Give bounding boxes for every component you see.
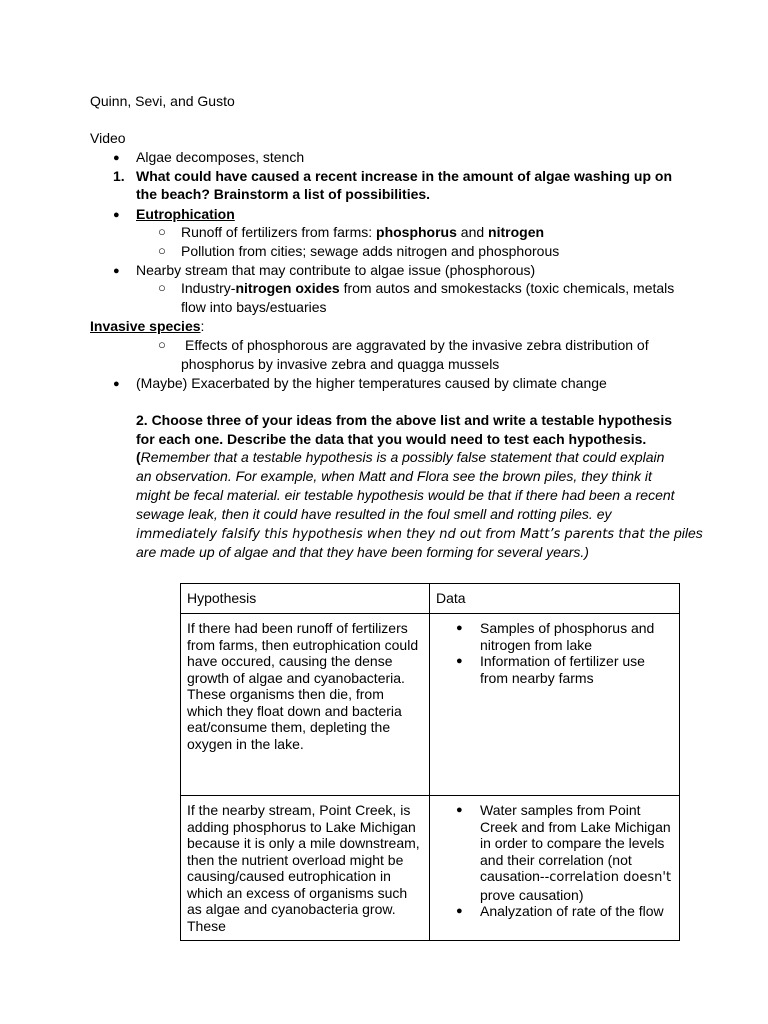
header-hypothesis: Hypothesis: [181, 584, 430, 614]
question-1-line2: the beach? Brainstorm a list of possibilities.: [136, 186, 431, 202]
section-label-video: Video: [90, 130, 126, 146]
circle-bullet-icon: ○: [158, 224, 166, 239]
bullet-algae-decomposes: Algae decomposes, stench: [136, 149, 305, 165]
bullet-icon: ●: [456, 905, 463, 917]
bullet-icon: ●: [113, 265, 120, 277]
heading-eutrophication: Eutrophication: [136, 206, 235, 222]
circle-bullet-icon: ○: [158, 280, 166, 295]
note-line3: might be fecal material. eir testable hypothesis would be that if there had been a recent: [136, 487, 675, 503]
sub-bullet-effects-line1: Effects of phosphorous are aggravated by the invasive zebra distribution of: [185, 337, 649, 353]
bullet-icon: ●: [456, 804, 463, 816]
authors-line: Quinn, Sevi, and Gusto: [90, 93, 235, 109]
bullet-icon: ●: [113, 378, 120, 390]
row2-data: [430, 796, 680, 941]
row1-data: [430, 614, 680, 796]
row2-data-list: [436, 802, 673, 920]
table-row: [181, 614, 680, 796]
row1-hypothesis: If there had been runoff of fertilizers from farms, then eutrophication could have occured, causing the dense growth of algae and cyanobacteria. These organisms then die, from which they float down and bacteria eat/consume them, depleting the oxygen in the lake.: [181, 614, 430, 796]
bullet-climate-change: (Maybe) Exacerbated by the higher temperatures caused by climate change: [136, 375, 607, 391]
question-1-number: 1.: [113, 168, 125, 184]
sub-bullet-pollution: Pollution from cities; sewage adds nitrogen and phosphorous: [181, 243, 560, 259]
bullet-icon: ●: [113, 152, 120, 164]
circle-bullet-icon: ○: [158, 243, 166, 258]
list-item: ● Samples of phosphorus and nitrogen from lake: [456, 620, 655, 653]
row1-data-list: [436, 620, 673, 686]
note-line2: an observation. For example, when Matt and Flora see the brown piles, they think it: [136, 468, 652, 484]
circle-bullet-icon: ○: [158, 337, 166, 352]
list-item: ● Information of fertilizer use from nearby farms: [456, 653, 645, 686]
table-row: [181, 796, 680, 941]
note-line1: (Remember that a testable hypothesis is a possibly false statement that could explain: [136, 449, 665, 465]
bullet-icon: ●: [113, 209, 120, 221]
bullet-icon: ●: [456, 622, 463, 634]
note-line5: immediately falsify this hypothesis when they nd out from Matt’s parents that the piles: [136, 525, 703, 542]
bullet-icon: ●: [456, 655, 463, 667]
hypothesis-table: [180, 583, 680, 941]
list-item: ● Analyzation of rate of the flow: [456, 903, 664, 919]
note-line4: sewage leak, then it could have resulted in the foul smell and rotting piles. ey: [136, 506, 612, 522]
sub-bullet-industry-line2: flow into bays/estuaries: [181, 299, 327, 315]
sub-bullet-effects-line2: phosphorus by invasive zebra and quagga mussels: [181, 356, 500, 372]
sub-bullet-runoff: Runoff of fertilizers from farms: phosphorus and nitrogen: [181, 224, 545, 240]
header-data: Data: [430, 584, 680, 614]
question-2-line2: for each one. Describe the data that you would need to test each hypothesis.: [136, 431, 647, 447]
table-header-row: [181, 584, 680, 614]
row2-hypothesis: If the nearby stream, Point Creek, is adding phosphorus to Lake Michigan because it is only a mile downstream, then the nutrient overload might be causing/caused eutrophication in which an excess of organisms such as algae and cyanobacteria grow. These: [181, 796, 430, 941]
question-2-line1: 2. Choose three of your ideas from the above list and write a testable hypothesis: [136, 412, 673, 428]
bullet-nearby-stream: Nearby stream that may contribute to algae issue (phosphorous): [136, 262, 536, 278]
sub-bullet-industry: Industry-nitrogen oxides from autos and smokestacks (toxic chemicals, metals: [181, 280, 675, 296]
heading-invasive-species: Invasive species:: [90, 318, 205, 334]
question-1-line1: What could have caused a recent increase in the amount of algae washing up on: [136, 168, 673, 184]
note-line6: are made up of algae and that they have been forming for several years.): [136, 544, 589, 560]
list-item: ● Water samples from Point Creek and from Lake Michigan in order to compare the levels and their correlation (not causation--correlation doesn't prove causation): [456, 802, 672, 903]
